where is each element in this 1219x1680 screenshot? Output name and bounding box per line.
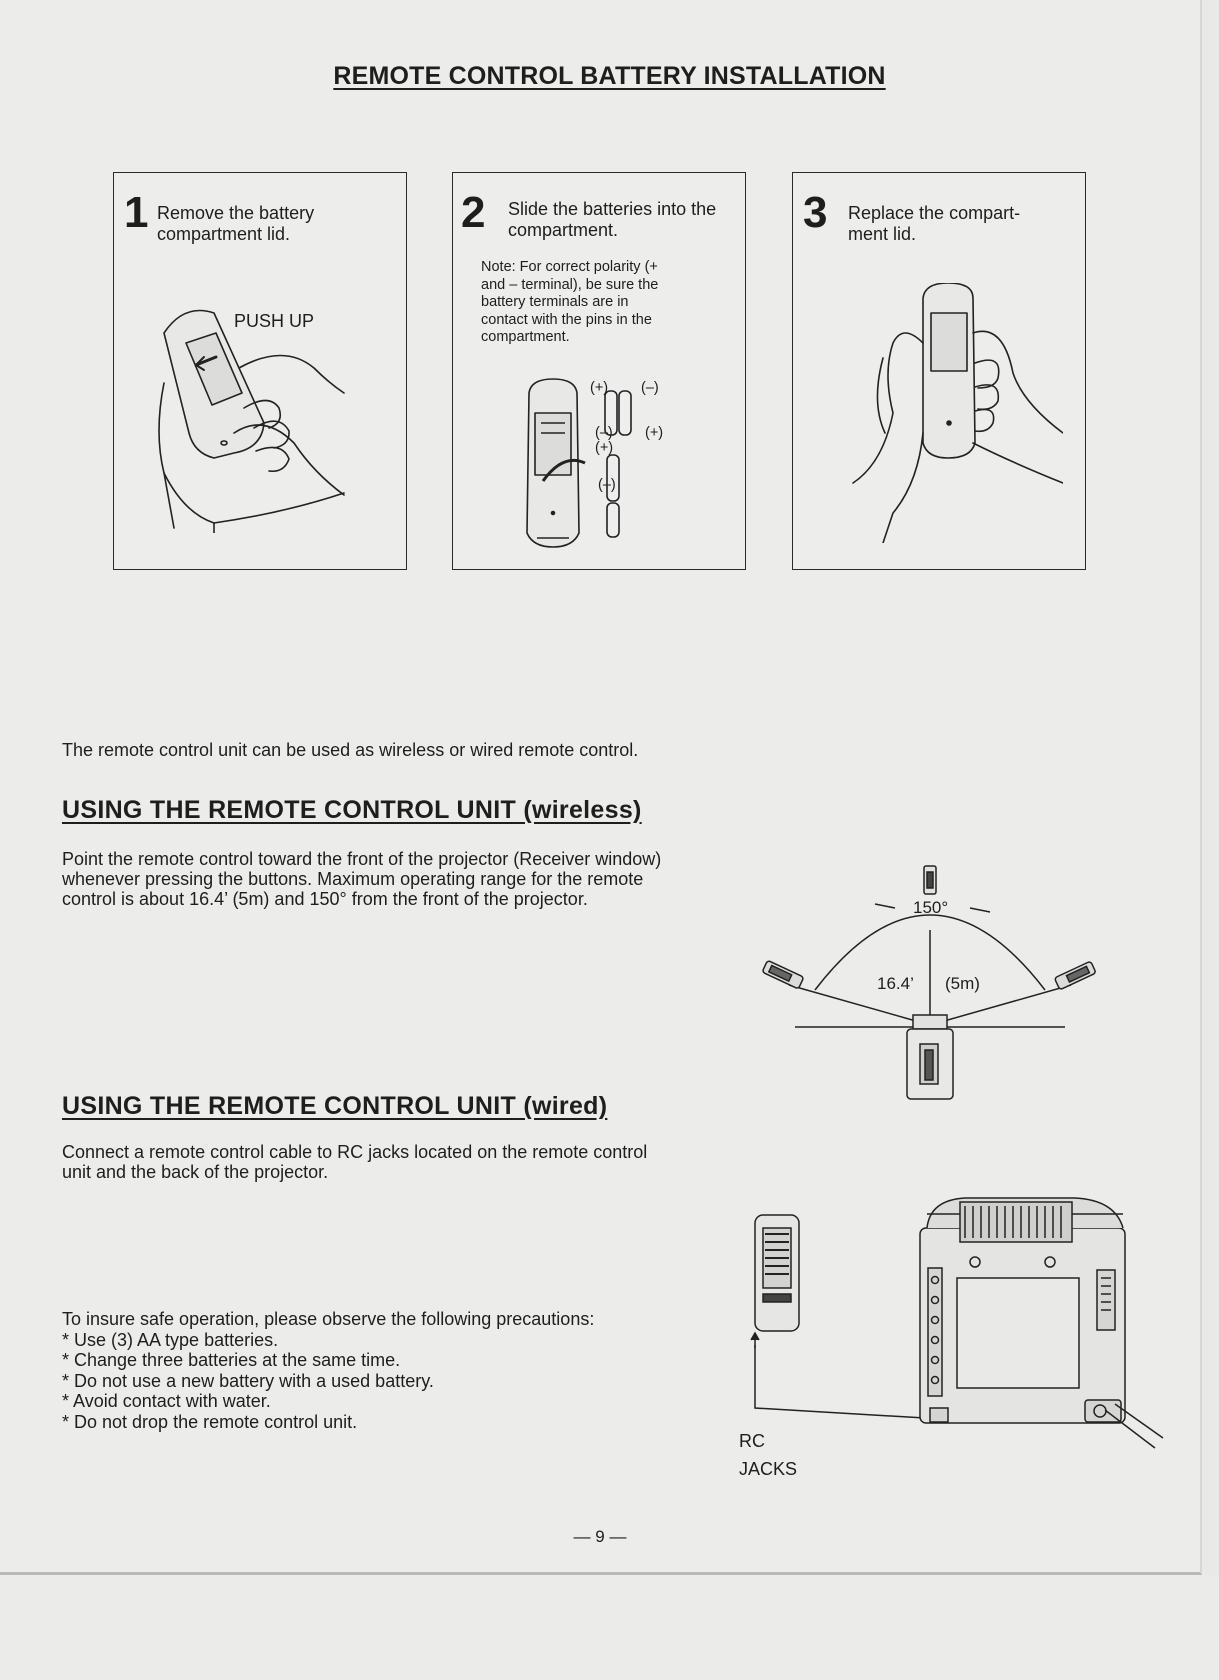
wired-connection-diagram	[745, 1190, 1165, 1465]
polarity-minus-1: (–)	[641, 380, 659, 396]
precaution-item: * Change three batteries at the same time.	[62, 1350, 401, 1370]
step-2-instruction: Slide the batteries into the compartment.	[508, 199, 717, 240]
push-up-label: PUSH UP	[234, 311, 315, 331]
polarity-plus-1: (+)	[590, 380, 609, 396]
polarity-minus-2: (–)	[595, 425, 613, 441]
wireless-description: Point the remote control toward the front of the projector (Receiver window) whenever pressing the buttons. Maximum operating range for the remote control is about 16.4’ (5m) and 150° from the front of the projector.	[62, 849, 662, 909]
range-distance-m: (5m)	[945, 974, 980, 993]
step-3-instruction: Replace the compart- ment lid.	[848, 203, 1021, 244]
wireless-heading: USING THE REMOTE CONTROL UNIT (wireless)	[62, 796, 642, 824]
precaution-item: * Do not use a new battery with a used battery.	[62, 1370, 434, 1391]
insert-batteries-illustration	[523, 373, 683, 553]
precautions-block	[62, 1309, 594, 1432]
polarity-minus-3: (–)	[598, 477, 616, 493]
replace-lid-illustration	[823, 283, 1063, 543]
step-1-number: 1	[124, 188, 149, 237]
range-angle-label: 150°	[913, 898, 949, 917]
precautions-intro: To insure safe operation, please observe the following precautions:	[62, 1309, 595, 1329]
step-3-panel	[792, 172, 1086, 570]
step-2-number: 2	[461, 188, 486, 237]
remove-lid-illustration	[144, 273, 374, 533]
polarity-plus-2: (+)	[645, 425, 664, 441]
step-2-panel	[452, 172, 746, 570]
page-backdrop	[0, 1575, 1219, 1680]
rc-jacks-label: RC JACKS	[739, 1431, 798, 1479]
step-1-panel	[113, 172, 407, 570]
step-1-instruction: Remove the battery compartment lid.	[157, 203, 315, 244]
wired-heading: USING THE REMOTE CONTROL UNIT (wired)	[62, 1092, 608, 1120]
wired-description: Connect a remote control cable to RC jacks located on the remote control unit and the back of the projector.	[62, 1142, 648, 1182]
page-title: REMOTE CONTROL BATTERY INSTALLATION	[333, 62, 886, 90]
precaution-item: * Use (3) AA type batteries.	[62, 1329, 279, 1350]
intro-text: The remote control unit can be used as wireless or wired remote control.	[62, 740, 639, 760]
precaution-item: * Avoid contact with water.	[62, 1391, 271, 1411]
range-distance-ft: 16.4’	[877, 974, 914, 993]
polarity-plus-3: (+)	[595, 440, 614, 456]
precaution-item: * Do not drop the remote control unit.	[62, 1411, 358, 1432]
polarity-note: Note: For correct polarity (+ and – terminal), be sure the battery terminals are in contact with the pins in the compartment.	[481, 259, 659, 345]
step-3-number: 3	[803, 188, 828, 237]
page-number: — 9 —	[573, 1527, 627, 1546]
